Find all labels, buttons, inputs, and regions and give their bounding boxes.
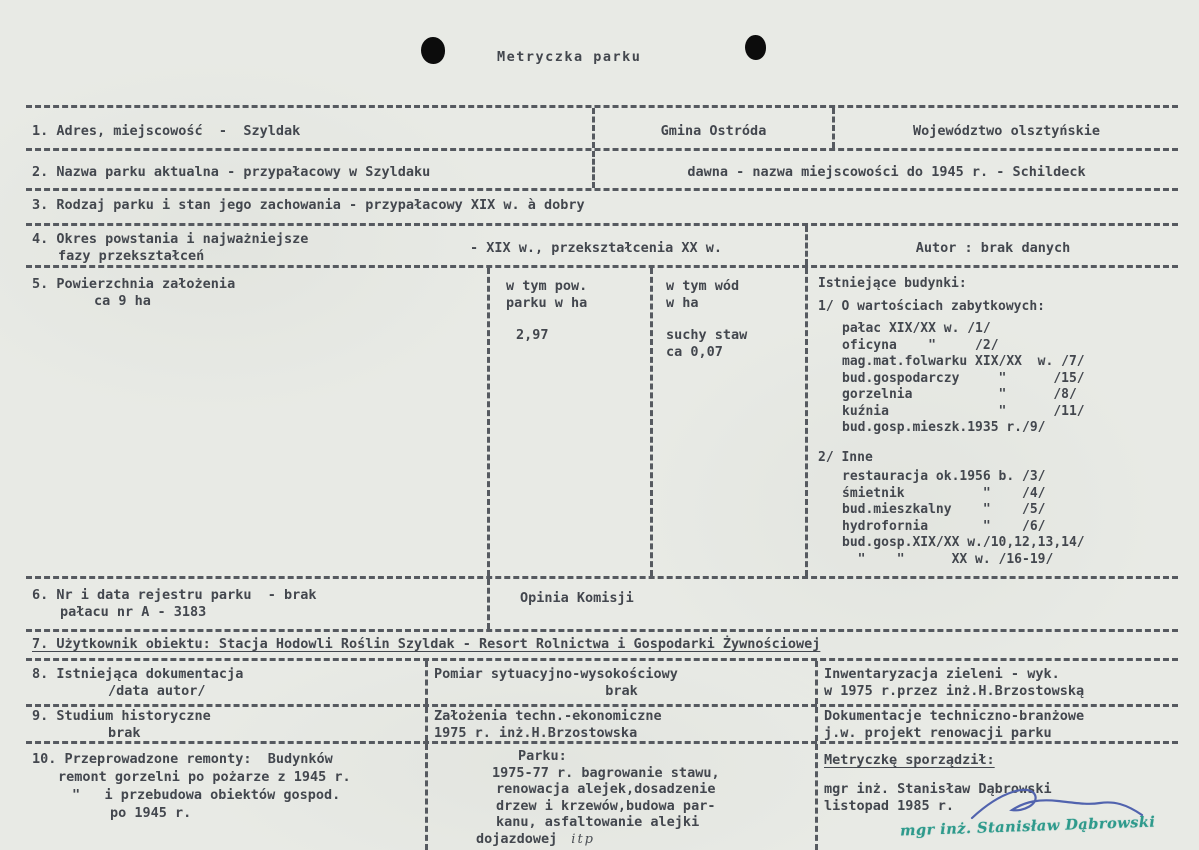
budynek-item: gorzelnia " /8/ [842,387,1077,402]
field-zalozenia [425,707,815,741]
budynki-group1-title: 1/ O wartościach zabytkowych: [818,298,1045,314]
field-inwentaryzacja [815,661,1178,704]
remonty-line4: po 1945 r. [110,805,192,821]
budynek-item: pałac XIX/XX w. /1/ [842,321,991,336]
budynek-item: bud.gosp.XIX/XX w./10,12,13,14/ [842,535,1085,550]
zalozenia-line1: Założenia techn.-ekonomiczne [434,708,662,724]
budynek-item: restauracja ok.1956 b. /3/ [842,469,1046,484]
studium-line2: brak [108,725,141,741]
field-wojewodztwo [832,108,1178,148]
pomiar-line1: Pomiar sytuacyjno-wysokościowy [434,666,678,682]
sporzadzil-label: Metryczkę sporządził: [824,752,995,768]
gmina-value: Gmina Ostróda [660,123,767,139]
wojewodztwo-value: Województwo olsztyńskie [913,123,1100,139]
field-budynki [805,268,1178,576]
field-studium [26,707,425,741]
pomiar-line2: brak [605,683,638,699]
remonty-parku-title: Parku: [518,748,567,764]
field-adres [26,108,592,148]
row-uzytkownik [26,632,1178,661]
remonty-parku-line2: renowacja alejek,dosadzenie [496,781,716,797]
field-rodzaj [26,191,1178,223]
budynki-group2-list [842,469,1176,568]
field-opinia [487,579,1178,629]
name-stamp: mgr inż. Stanisław Dąbrowski [899,813,1156,840]
dokumentacja-line2: /data autor/ [108,683,206,699]
budynki-group2-title: 2/ Inne [818,449,873,465]
budynek-item: " " XX w. /16-19/ [842,551,1054,567]
handwritten-note: itp [571,831,595,847]
row-nazwa-parku [26,151,1178,191]
field-uzytkownik [26,632,1178,658]
remonty-line3: " i przebudowa obiektów gospod. [72,787,341,803]
inwentaryzacja-line1: Inwentaryzacja zieleni - wyk. [824,666,1060,682]
budynek-item: bud.gosp.mieszk.1935 r./9/ [842,420,1046,435]
field-nazwa-aktualna [26,151,592,188]
field-rejestr [26,579,487,629]
row-rejestr [26,579,1178,632]
pow-wod-value-line2: ca 0,07 [666,344,723,360]
field-gmina [592,108,832,148]
row-okres-powstania [26,226,1178,268]
dok-branzowe-line2: j.w. projekt renowacji parku [824,725,1052,741]
row-rodzaj-parku [26,191,1178,226]
remonty-parku-line4: kanu, asfaltowanie alejki [496,814,700,830]
field-pow-wod [650,268,805,576]
field-dokumentacje-branzowe [815,707,1178,741]
budynek-item: śmietnik " /4/ [842,485,1046,501]
budynki-title: Istniejące budynki: [818,276,967,291]
powierzchnia-label: 5. Powierzchnia założenia [32,276,236,292]
opinia-value: Opinia Komisji [520,590,634,606]
okres-value: - XIX w., przekształcenia XX w. [470,240,722,256]
remonty-line1: 10. Przeprowadzone remonty: Budynków [32,751,333,767]
pow-parku-header-line2: parku w ha [506,295,588,311]
nazwa-dawna-value: dawna - nazwa miejscowości do 1945 r. - Schildeck [687,164,1086,180]
dokumentacja-line1: 8. Istniejąca dokumentacja [32,666,244,682]
remonty-parku-line1: 1975-77 r. bagrowanie stawu, [492,764,720,781]
field-remonty-budynkow [26,744,425,850]
budynek-item: kuźnia " /11/ [842,403,1085,419]
budynki-group1-list [842,321,1176,437]
okres-label-line2: fazy przekształceń [58,248,205,264]
remonty-parku-line5-text: dojazdowej [476,830,558,847]
sporzadzil-date: listopad 1985 r. [824,798,955,814]
budynek-item: mag.mat.folwarku XIX/XX w. /7/ [842,354,1085,369]
uzytkownik-value: 7. Użytkownik obiektu: Stacja Hodowli Roślin Szyldak - Resort Rolnictwa i Gospodarki Żywnościowej [32,636,821,652]
remonty-parku-line5 [434,831,809,849]
sporzadzil-name: mgr inż. Stanisław Dąbrowski [824,781,1052,797]
rejestr-line2: pałacu nr A - 3183 [60,604,207,620]
pow-parku-header-line1: w tym pow. [506,278,588,294]
powierzchnia-value: ca 9 ha [94,293,151,309]
field-metryczka-autor [815,744,1178,850]
rodzaj-value: 3. Rodzaj parku i stan jego zachowania - przypałacowy XIX w. à dobry [32,197,585,213]
remonty-parku-line3: drzew i krzewów,budowa par- [496,797,716,814]
field-powierzchnia [26,268,487,576]
studium-line1: 9. Studium historyczne [32,708,211,724]
row-remonty [26,744,1178,850]
field-pow-parku [487,268,650,576]
row-dokumentacja [26,661,1178,707]
pow-wod-header-line2: w ha [666,295,699,311]
field-nazwa-dawna [592,151,1178,188]
field-dokumentacja-label [26,661,425,704]
pow-parku-value: 2,97 [516,327,549,343]
field-pomiar [425,661,815,704]
adres-value: 1. Adres, miejscowość - Szyldak [32,123,301,139]
inwentaryzacja-line2: w 1975 r.przez inż.H.Brzostowską [824,683,1085,699]
okres-label-line1: 4. Okres powstania i najważniejsze [32,231,309,247]
field-autor [805,226,1178,265]
page-title: Metryczka parku [497,49,642,65]
budynek-item: bud.mieszkalny " /5/ [842,502,1046,517]
dok-branzowe-line1: Dokumentacje techniczno-branżowe [824,708,1085,724]
row-studium [26,707,1178,744]
field-remonty-parku [425,744,815,850]
row-powierzchnia [26,268,1178,579]
nazwa-aktualna-value: 2. Nazwa parku aktualna - przypałacowy w Szyldaku [32,164,431,180]
punch-hole-left [421,37,445,64]
budynek-item: hydrofornia " /6/ [842,518,1046,534]
remonty-line2: remont gorzelni po pożarze z 1945 r. [58,769,351,785]
punch-hole-right [745,35,766,60]
pow-wod-header-line1: w tym wód [666,278,740,294]
budynek-item: oficyna " /2/ [842,337,999,353]
autor-value: Autor : brak danych [915,240,1071,256]
form-table [26,105,1178,850]
budynek-item: bud.gospodarczy " /15/ [842,370,1085,386]
row-adres [26,105,1178,151]
rejestr-line1: 6. Nr i data rejestru parku - brak [32,587,317,603]
pow-wod-value-line1: suchy staw [666,327,748,343]
zalozenia-line2: 1975 r. inż.H.Brzostowska [434,725,638,741]
field-okres [26,226,805,265]
